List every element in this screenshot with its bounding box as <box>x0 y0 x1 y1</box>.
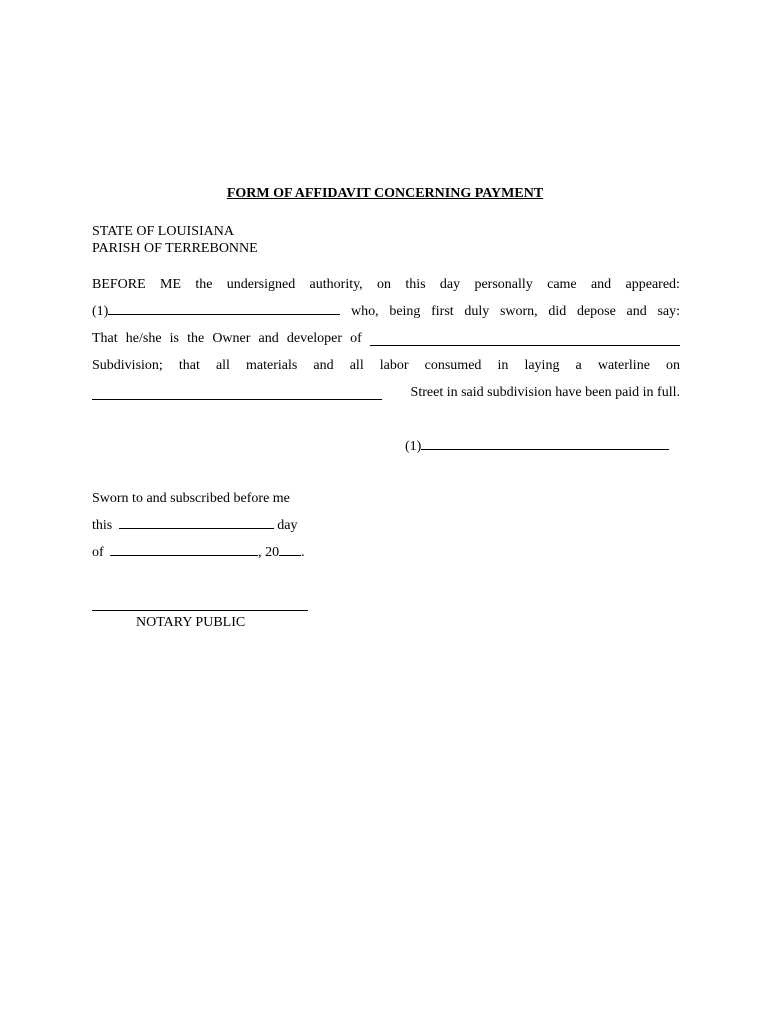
word: that <box>178 358 200 373</box>
word: ME <box>160 277 182 292</box>
word: being <box>389 304 421 319</box>
blank-line <box>108 313 340 315</box>
word: day <box>439 277 461 292</box>
paragraph-line-3 <box>92 331 680 347</box>
subdivision-name-field[interactable] <box>370 344 680 346</box>
word: did <box>548 304 567 319</box>
word: consumed <box>424 358 482 373</box>
affiant-signature-line <box>405 439 669 455</box>
word: BEFORE <box>92 277 146 292</box>
parish-line: PARISH OF TERREBONNE <box>92 241 258 256</box>
field-number: (1) <box>92 304 109 319</box>
word: materials <box>246 358 298 373</box>
paragraph-line-4 <box>92 358 680 374</box>
affiant-signature-field[interactable] <box>421 448 669 450</box>
word: That <box>92 331 118 346</box>
word: came <box>547 277 577 292</box>
word: personally <box>474 277 533 292</box>
state-line: STATE OF LOUISIANA <box>92 224 234 239</box>
word: authority, <box>309 277 363 292</box>
word: developer <box>286 331 343 346</box>
year-prefix: , 20 <box>258 545 280 560</box>
paragraph-line-1 <box>92 277 680 293</box>
sworn-month-line <box>92 545 305 561</box>
paragraph-line-5 <box>92 385 680 401</box>
word: all <box>349 358 364 373</box>
word: of <box>350 331 362 346</box>
word: a <box>575 358 582 373</box>
day-label: day <box>277 518 298 533</box>
word: labor <box>379 358 409 373</box>
word: Owner <box>212 331 251 346</box>
word: on <box>666 358 680 373</box>
word: who, <box>351 304 379 319</box>
word: sworn, <box>499 304 538 319</box>
word: depose <box>576 304 616 319</box>
word: Subdivision; <box>92 358 163 373</box>
affiant-name-field[interactable] <box>92 304 340 320</box>
month-field[interactable] <box>110 554 258 556</box>
paragraph-line-2 <box>92 304 680 320</box>
word: is <box>169 331 179 346</box>
document-title: FORM OF AFFIDAVIT CONCERNING PAYMENT <box>226 186 544 201</box>
word: undersigned <box>226 277 296 292</box>
word: and <box>313 358 334 373</box>
word: duly <box>464 304 490 319</box>
signature-number: (1) <box>405 439 422 454</box>
word: and <box>590 277 612 292</box>
street-name-field[interactable] <box>92 398 382 400</box>
word: on <box>377 277 392 292</box>
line-5-text: Street in said subdivision have been paid in full. <box>410 385 680 400</box>
year-end: . <box>301 545 305 560</box>
word: appeared: <box>625 277 680 292</box>
of-label: of <box>92 545 104 560</box>
word: and <box>258 331 279 346</box>
word: laying <box>524 358 560 373</box>
word: first <box>431 304 454 319</box>
word: waterline <box>597 358 650 373</box>
word: he/she <box>125 331 162 346</box>
this-label: this <box>92 518 113 533</box>
word: in <box>497 358 509 373</box>
sworn-day-line <box>92 518 297 534</box>
sworn-line: Sworn to and subscribed before me <box>92 491 290 506</box>
word: say: <box>657 304 680 319</box>
word: this <box>405 277 426 292</box>
word: the <box>187 331 205 346</box>
word: the <box>195 277 213 292</box>
word: and <box>626 304 647 319</box>
year-field[interactable] <box>279 554 301 556</box>
day-field[interactable] <box>119 527 274 529</box>
notary-public-label: NOTARY PUBLIC <box>136 615 246 630</box>
word: all <box>215 358 230 373</box>
notary-signature-field[interactable] <box>92 610 308 611</box>
